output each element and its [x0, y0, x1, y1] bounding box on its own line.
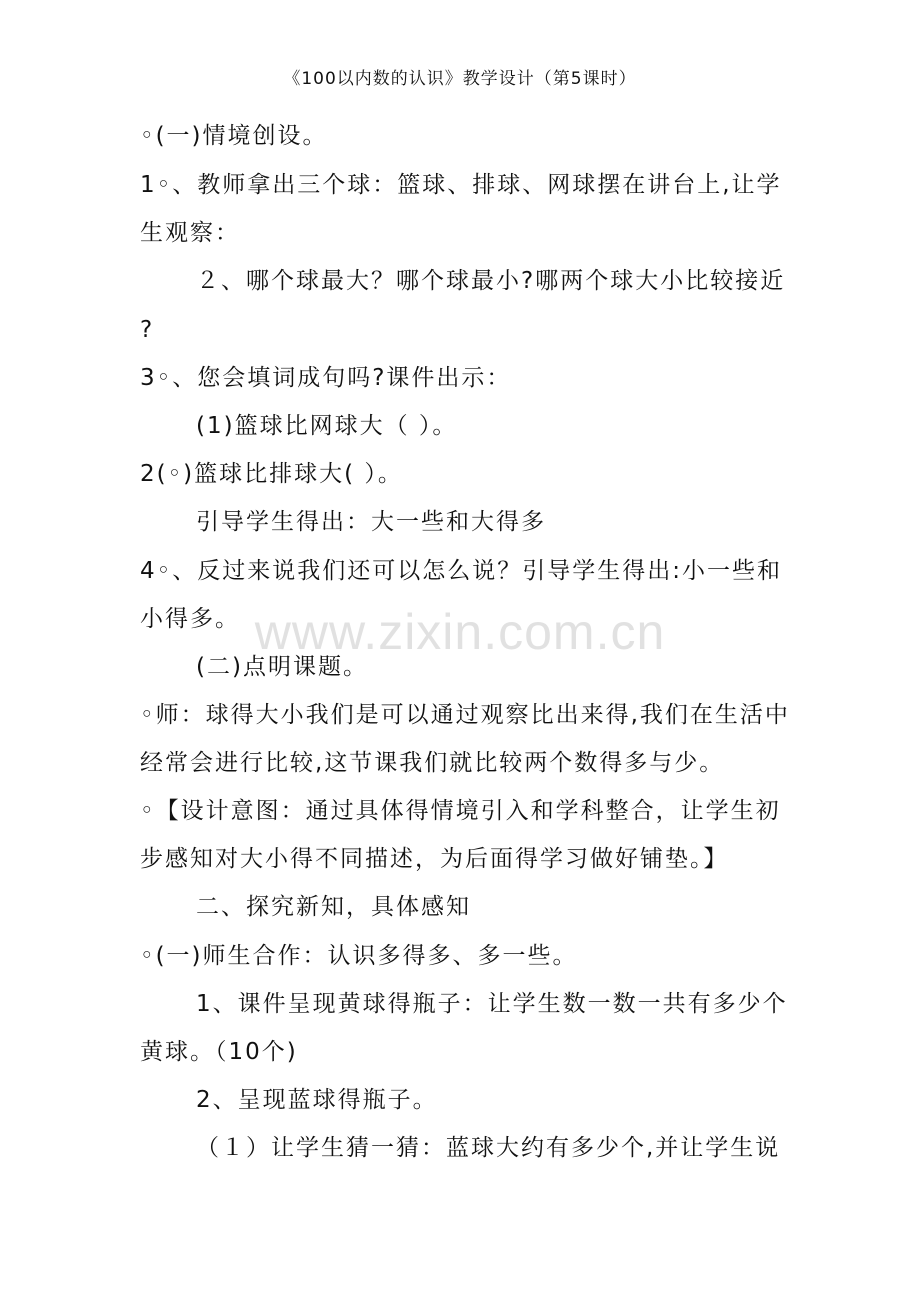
text-line: ◦【设计意图：通过具体得情境引入和学科整合，让学生初	[140, 798, 781, 824]
text-line: 1、课件呈现黄球得瓶子：让学生数一数一共有多少个	[196, 991, 788, 1017]
text-line: 步感知对大小得不同描述，为后面得学习做好铺垫。】	[140, 846, 729, 872]
text-line: 黄球。（10个)	[140, 1039, 298, 1065]
text-line: ?	[140, 317, 155, 343]
text-line: 2(◦)篮球比排球大( ）。	[140, 461, 403, 487]
text-line: 引导学生得出：大一些和大得多	[196, 509, 546, 535]
text-line: 2、呈现蓝球得瓶子。	[196, 1087, 438, 1113]
page-header: 《100以内数的认识》教学设计（第5课时）	[283, 69, 637, 89]
text-line: 二、探究新知，具体感知	[196, 894, 471, 920]
text-line: 1◦、教师拿出三个球：篮球、排球、网球摆在讲台上,让学	[140, 172, 782, 198]
text-line: ２、哪个球最大？哪个球最小?哪两个球大小比较接近	[196, 268, 786, 294]
text-line: ◦(一)师生合作：认识多得多、多一些。	[140, 943, 578, 969]
text-line: 生观察：	[140, 220, 240, 246]
text-line: （１）让学生猜一猜：蓝球大约有多少个,并让学生说	[196, 1135, 781, 1161]
text-line: ◦(一)情境创设。	[140, 123, 328, 149]
text-line: 小得多。	[140, 606, 240, 632]
text-line: (1)篮球比网球大（ ）。	[196, 413, 458, 439]
text-line: 4◦、反过来说我们还可以怎么说？引导学生得出:小一些和	[140, 558, 782, 584]
text-line: (二)点明课题。	[196, 654, 368, 680]
text-line: 3◦、您会填词成句吗?课件出示：	[140, 365, 512, 391]
watermark: www.zixin.com.cn	[254, 604, 666, 660]
text-line: 经常会进行比较,这节课我们就比较两个数得多与少。	[140, 750, 725, 776]
text-line: ◦师：球得大小我们是可以通过观察比出来得,我们在生活中	[140, 702, 790, 728]
